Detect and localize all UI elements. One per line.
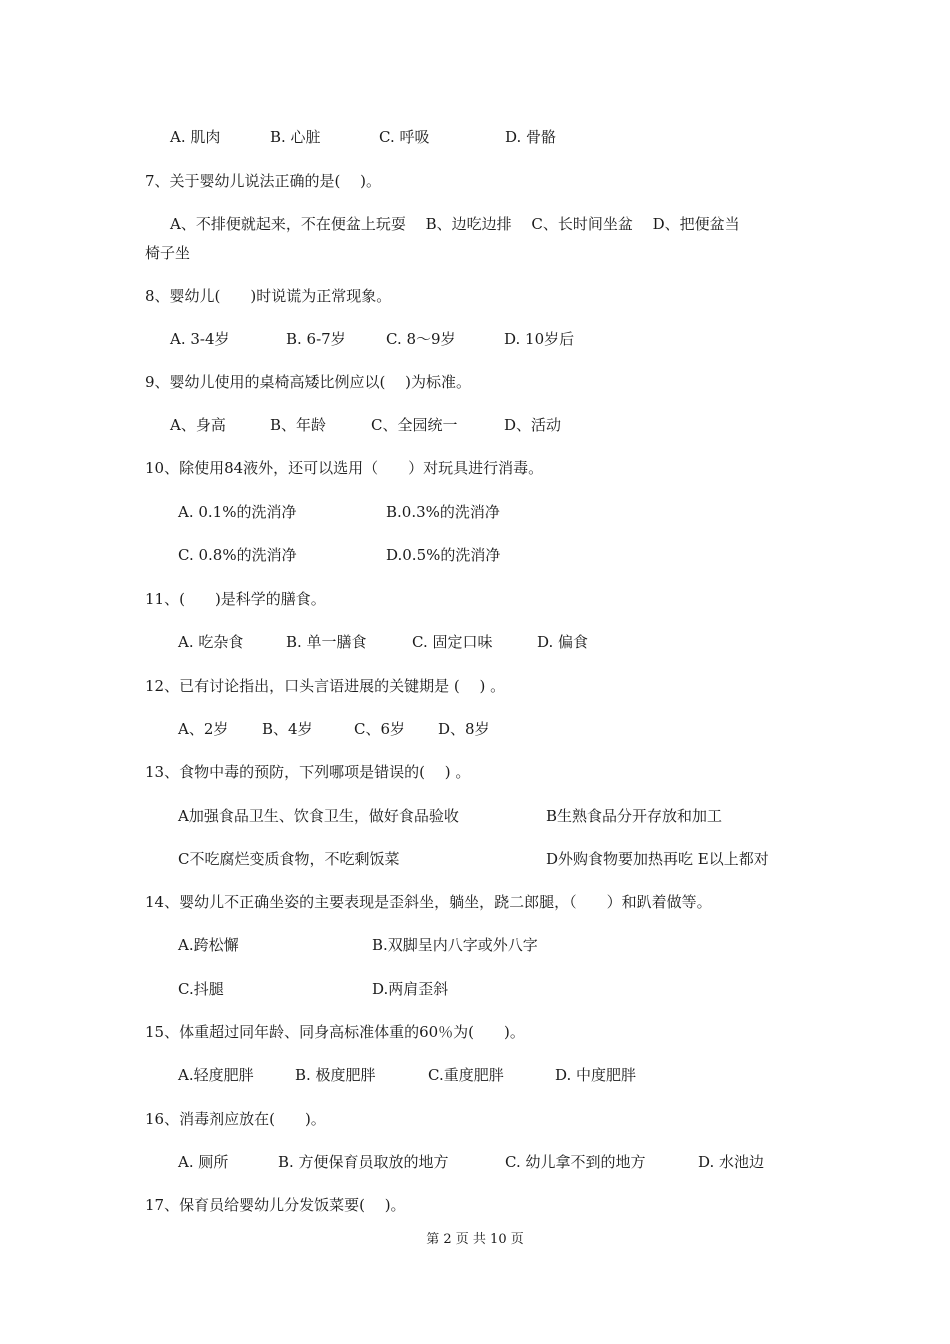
q16-option-d: D. 水池边 bbox=[698, 1153, 765, 1171]
q8-option-d: D. 10岁后 bbox=[504, 330, 575, 348]
q16-option-a: A. 厕所 bbox=[178, 1153, 229, 1171]
question-17: 17、保育员给婴幼儿分发饭菜要( )。 bbox=[145, 1196, 406, 1214]
question-8: 8、婴幼儿( )时说谎为正常现象。 bbox=[145, 287, 392, 305]
question-15: 15、体重超过同年龄、同身高标准体重的60％为( )。 bbox=[145, 1023, 525, 1041]
q15-option-c: C.重度肥胖 bbox=[428, 1066, 504, 1084]
q13-option-d: D外购食物要加热再吃 E以上都对 bbox=[546, 850, 769, 868]
option-c: C. 呼吸 bbox=[379, 128, 430, 146]
question-13: 13、食物中毒的预防，下列哪项是错误的( ) 。 bbox=[145, 763, 471, 781]
q9-option-c: C、全园统一 bbox=[371, 416, 458, 434]
question-7: 7、关于婴幼儿说法正确的是( )。 bbox=[145, 172, 382, 190]
q8-option-b: B. 6-7岁 bbox=[286, 330, 346, 348]
q14-option-d: D.两肩歪斜 bbox=[372, 980, 449, 998]
question-16: 16、消毒剂应放在( )。 bbox=[145, 1110, 326, 1128]
q13-option-a: A加强食品卫生、饮食卫生，做好食品验收 bbox=[178, 807, 459, 825]
q14-option-b: B.双脚呈内八字或外八字 bbox=[372, 936, 538, 954]
q9-option-d: D、活动 bbox=[504, 416, 562, 434]
q11-option-b: B. 单一膳食 bbox=[286, 633, 367, 651]
q10-option-d: D.0.5%的洗消净 bbox=[386, 546, 501, 564]
q15-option-b: B. 极度肥胖 bbox=[295, 1066, 376, 1084]
q13-option-b: B生熟食品分开存放和加工 bbox=[546, 807, 723, 825]
question-14: 14、婴幼儿不正确坐姿的主要表现是歪斜坐，躺坐，跷二郎腿，（ ）和趴着做等。 bbox=[145, 893, 712, 911]
option-a: A. 肌肉 bbox=[170, 128, 221, 146]
q13-option-c: C不吃腐烂变质食物，不吃剩饭菜 bbox=[178, 850, 400, 868]
q14-option-c: C.抖腿 bbox=[178, 980, 224, 998]
q10-option-b: B.0.3%的洗消净 bbox=[386, 503, 500, 521]
q8-option-c: C. 8～9岁 bbox=[386, 330, 456, 348]
option-b: B. 心脏 bbox=[270, 128, 321, 146]
q14-option-a: A.跨松懈 bbox=[178, 936, 239, 954]
question-9: 9、婴幼儿使用的桌椅高矮比例应以( )为标准。 bbox=[145, 373, 472, 391]
q10-option-a: A. 0.1%的洗消净 bbox=[178, 503, 297, 521]
page-number-footer: 第 2 页 共 10 页 bbox=[426, 1232, 524, 1247]
q7-options-line2: 椅子坐 bbox=[145, 244, 191, 262]
q11-option-d: D. 偏食 bbox=[537, 633, 589, 651]
q10-option-c: C. 0.8%的洗消净 bbox=[178, 546, 297, 564]
q12-option-c: C、6岁 bbox=[354, 720, 406, 738]
q11-option-c: C. 固定口味 bbox=[412, 633, 493, 651]
q11-option-a: A. 吃杂食 bbox=[178, 633, 244, 651]
q15-option-a: A.轻度肥胖 bbox=[178, 1066, 254, 1084]
q16-option-b: B. 方便保育员取放的地方 bbox=[278, 1153, 449, 1171]
q12-option-b: B、4岁 bbox=[262, 720, 313, 738]
q12-option-a: A、2岁 bbox=[178, 720, 229, 738]
question-12: 12、已有讨论指出，口头言语进展的关键期是 ( ) 。 bbox=[145, 677, 506, 695]
q9-option-b: B、年龄 bbox=[270, 416, 327, 434]
q7-options-line1: A、不排便就起来，不在便盆上玩耍 B、边吃边排 C、长时间坐盆 D、把便盆当 bbox=[170, 215, 740, 233]
q8-option-a: A. 3-4岁 bbox=[170, 330, 230, 348]
q9-option-a: A、身高 bbox=[170, 416, 226, 434]
option-d: D. 骨骼 bbox=[505, 128, 557, 146]
q12-option-d: D、8岁 bbox=[438, 720, 490, 738]
q15-option-d: D. 中度肥胖 bbox=[555, 1066, 637, 1084]
question-10: 10、除使用84液外，还可以选用（ ）对玩具进行消毒。 bbox=[145, 459, 544, 477]
q16-option-c: C. 幼儿拿不到的地方 bbox=[505, 1153, 646, 1171]
question-11: 11、( )是科学的膳食。 bbox=[145, 590, 326, 608]
